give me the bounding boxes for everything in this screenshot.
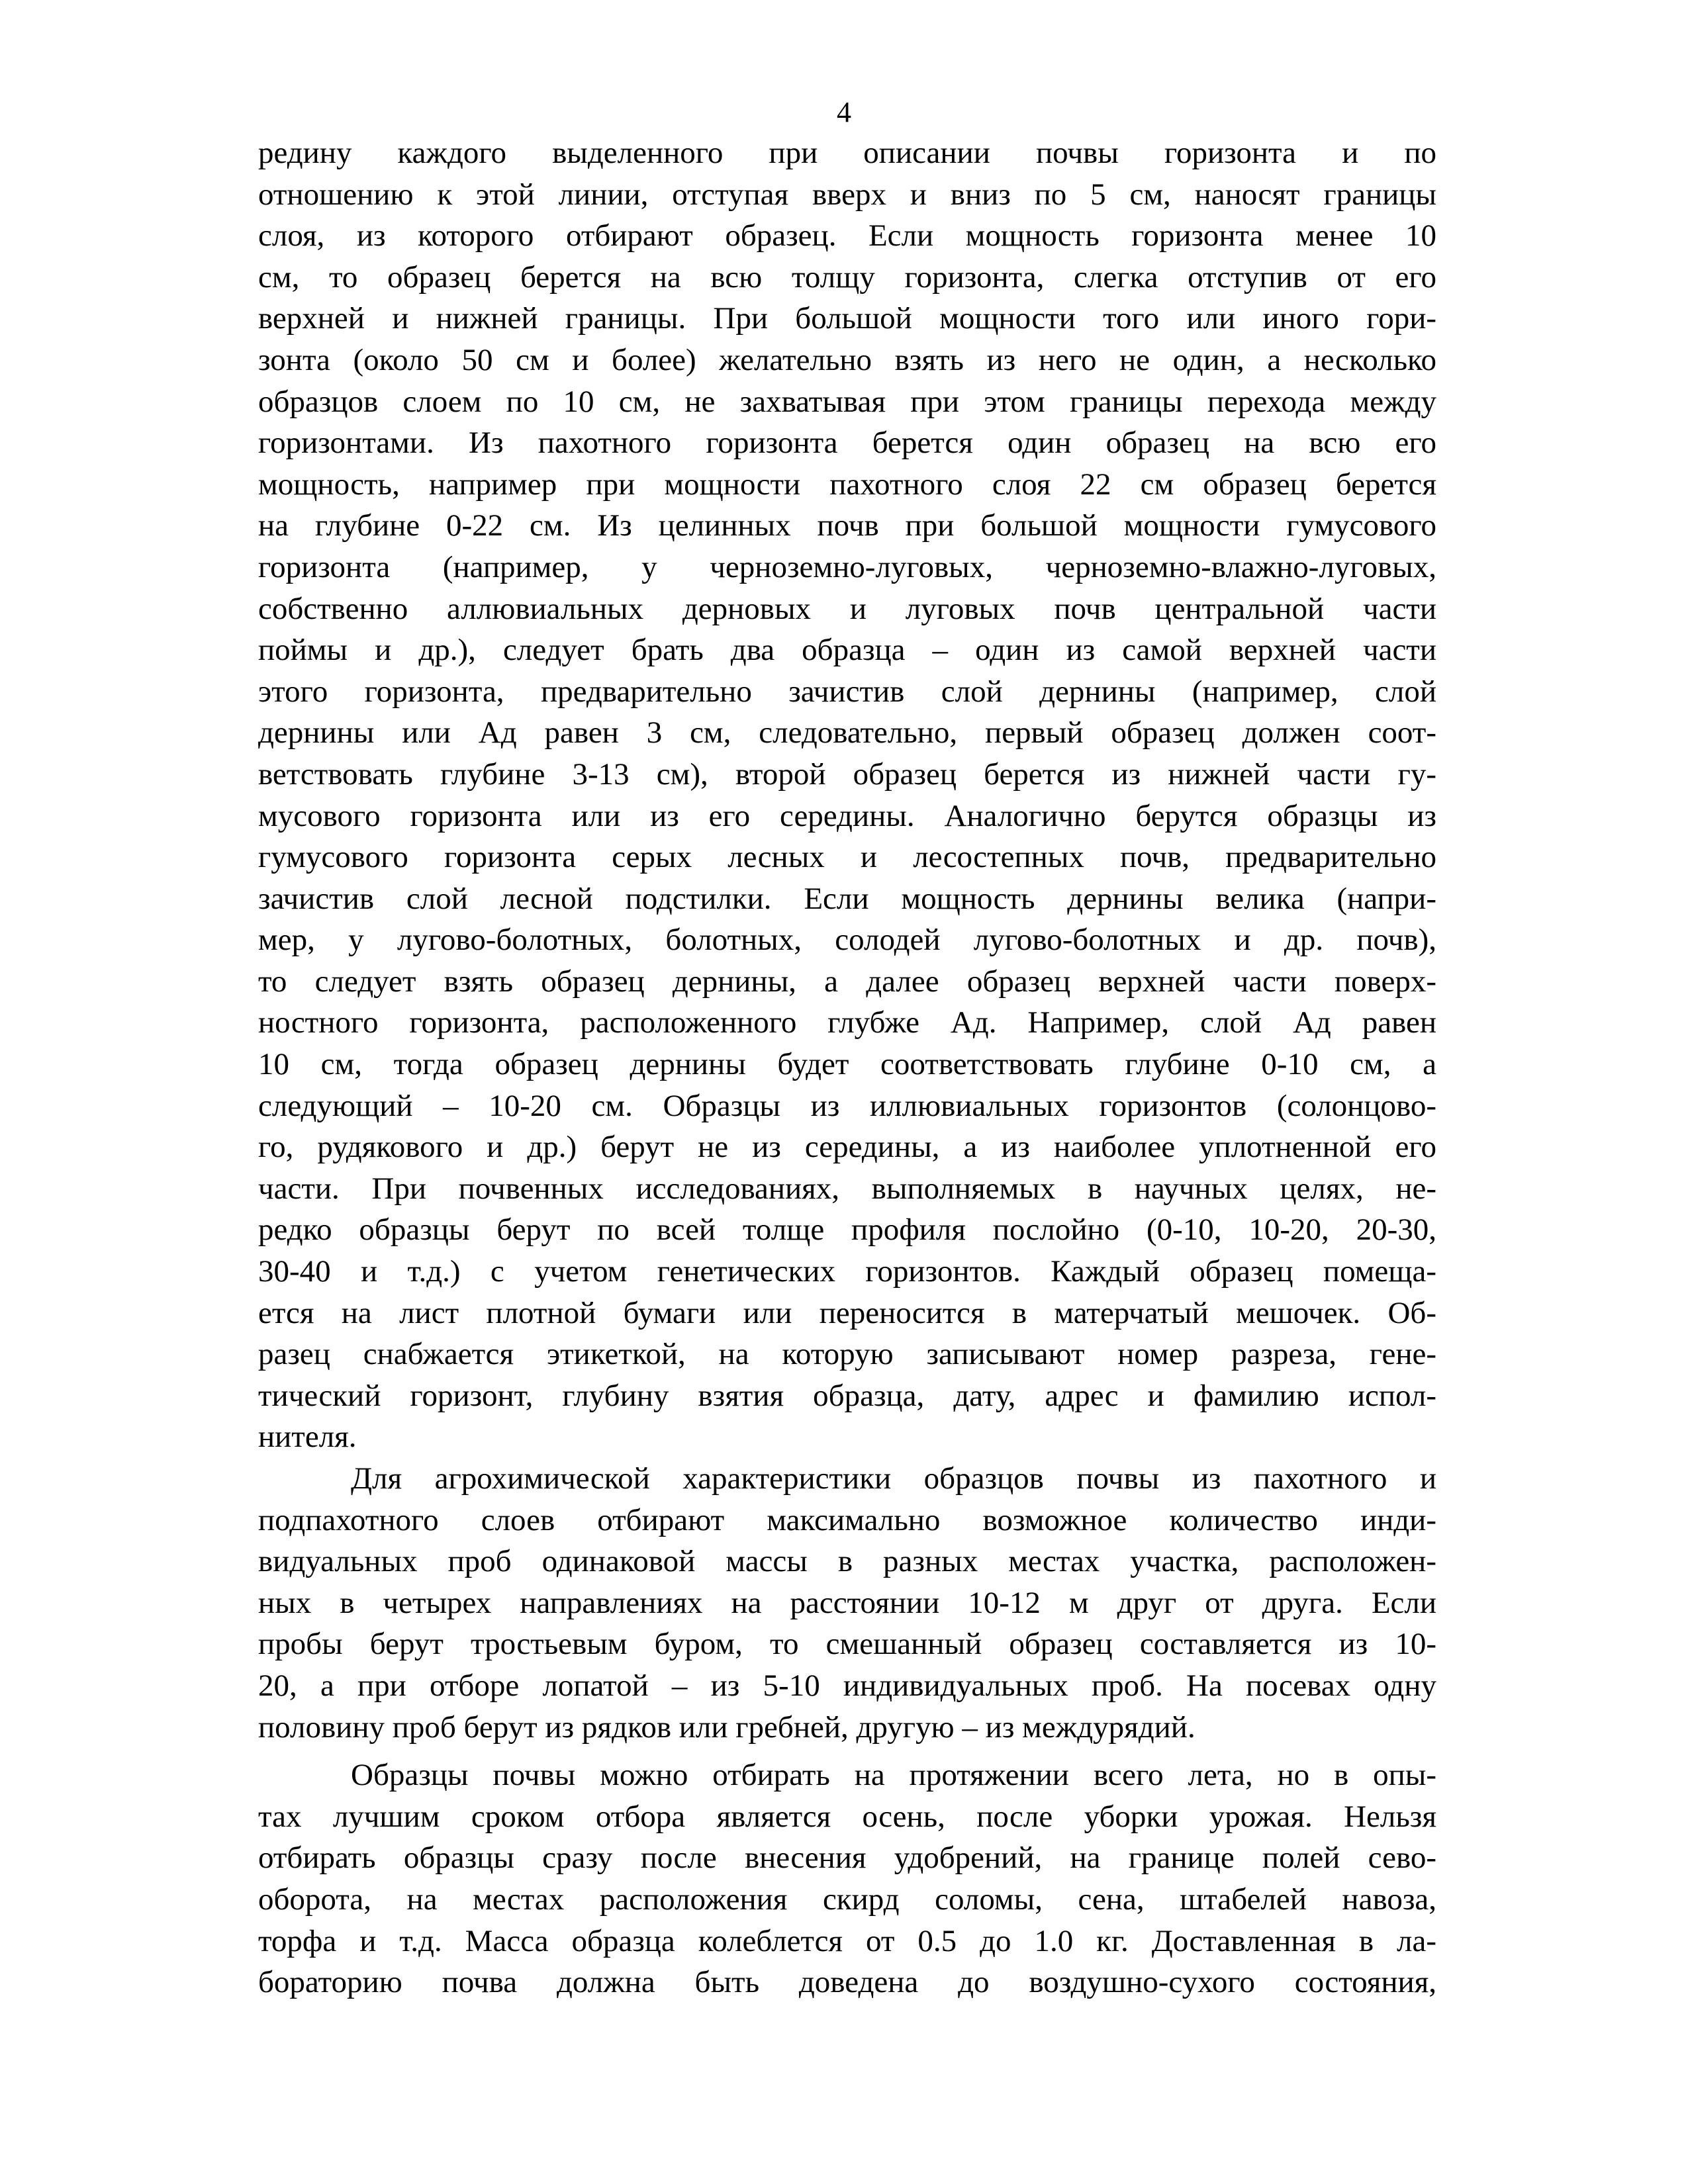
text-line: мер, у лугово-болотных, болотных, солодей лугово-болотных и др. почв), [258,923,1436,958]
body-text [258,132,1436,2003]
text-line: то следует взять образец дернины, а далее образец верхней части поверх- [258,964,1436,999]
text-line: следующий – 10-20 см. Образцы из иллювиальных горизонтов (солонцово- [258,1088,1436,1123]
text-line: зонта (около 50 см и более) желательно взять из него не один, а несколько [258,342,1436,377]
text-line: ветствовать глубине 3-13 см), второй образец берется из нижней части гу- [258,756,1436,792]
paragraph-1 [258,132,1436,1458]
text-line: горизонтами. Из пахотного горизонта берется один образец на всю его [258,426,1436,461]
text-line: гумусового горизонта серых лесных и лесостепных почв, предварительно [258,840,1436,875]
text-line: тах лучшим сроком отбора является осень, после уборки урожая. Нельзя [258,1799,1436,1834]
text-line: торфа и т.д. Масса образца колеблется от 0.5 до 1.0 кг. Доставленная в ла- [258,1923,1436,1958]
text-line: бораторию почва должна быть доведена до воздушно-сухого состояния, [258,1965,1436,2000]
text-line: собственно аллювиальных дерновых и луговых почв центральной части [258,591,1436,626]
text-line: нителя. [258,1420,357,1455]
text-line: отношению к этой линии, отступая вверх и вниз по 5 см, наносят границы [258,177,1436,212]
text-line: зачистив слой лесной подстилки. Если мощность дернины велика (напри- [258,881,1436,916]
paragraph-3 [258,1754,1436,2003]
page-number: 4 [837,96,851,128]
text-line: поймы и др.), следует брать два образца – один из самой верхней части [258,633,1436,668]
text-line: редко образцы берут по всей толще профиля послойно (0-10, 10-20, 20-30, [258,1212,1436,1248]
text-line: го, рудякового и др.) берут не из середины, а из наиболее уплотненной его [258,1130,1436,1165]
text-line: 30-40 и т.д.) с учетом генетических горизонтов. Каждый образец помеща- [258,1254,1436,1289]
text-line: половину проб берут из рядков или гребней, другую – из междурядий. [258,1709,1196,1745]
text-line: см, то образец берется на всю толщу горизонта, слегка отступив от его [258,259,1436,295]
text-line: горизонта (например, у черноземно-луговых, черноземно-влажно-луговых, [258,549,1436,584]
text-line: дернины или Ад равен 3 см, следовательно, первый образец должен соот- [258,715,1436,751]
text-line: разец снабжается этикеткой, на которую записывают номер разреза, гене- [258,1337,1436,1372]
text-line: на глубине 0-22 см. Из целинных почв при большой мощности гумусового [258,508,1436,543]
text-line: 20, а при отборе лопатой – из 5-10 индивидуальных проб. На посевах одну [258,1668,1436,1703]
text-line: части. При почвенных исследованиях, выполняемых в научных целях, не- [258,1171,1436,1206]
text-line: Для агрохимической характеристики образцов почвы из пахотного и [351,1461,1436,1496]
text-line: слоя, из которого отбирают образец. Если мощность горизонта менее 10 [258,218,1436,253]
text-line: ных в четырех направлениях на расстоянии 10-12 м друг от друга. Если [258,1585,1436,1620]
text-line: оборота, на местах расположения скирд соломы, сена, штабелей навоза, [258,1882,1436,1917]
text-line: редину каждого выделенного при описании почвы горизонта и по [258,136,1436,170]
text-line: мусового горизонта или из его середины. Аналогично берутся образцы из [258,798,1436,833]
paragraph-spacer [258,1748,1436,1754]
text-line: Образцы почвы можно отбирать на протяжении всего лета, но в опы- [351,1758,1436,1793]
text-line: этого горизонта, предварительно зачистив слой дернины (например, слой [258,674,1436,709]
text-line: подпахотного слоев отбирают максимально возможное количество инди- [258,1502,1436,1537]
text-line: видуальных проб одинаковой массы в разных местах участка, расположен- [258,1544,1436,1579]
text-line: верхней и нижней границы. При большой мощности того или иного гори- [258,301,1436,336]
text-line: тический горизонт, глубину взятия образца, дату, адрес и фамилию испол- [258,1378,1436,1413]
text-line: 10 см, тогда образец дернины будет соответствовать глубине 0-10 см, а [258,1047,1436,1082]
text-line: пробы берут тростьевым буром, то смешанный образец составляется из 10- [258,1627,1436,1662]
text-line: ется на лист плотной бумаги или переносится в матерчатый мешочек. Об- [258,1295,1436,1330]
text-line: образцов слоем по 10 см, не захватывая при этом границы перехода между [258,384,1436,419]
text-line: мощность, например при мощности пахотного слоя 22 см образец берется [258,467,1436,502]
text-line: ностного горизонта, расположенного глубже Ад. Например, слой Ад равен [258,1005,1436,1040]
paragraph-2 [258,1458,1436,1748]
text-line: отбирать образцы сразу после внесения удобрений, на границе полей сево- [258,1841,1436,1876]
